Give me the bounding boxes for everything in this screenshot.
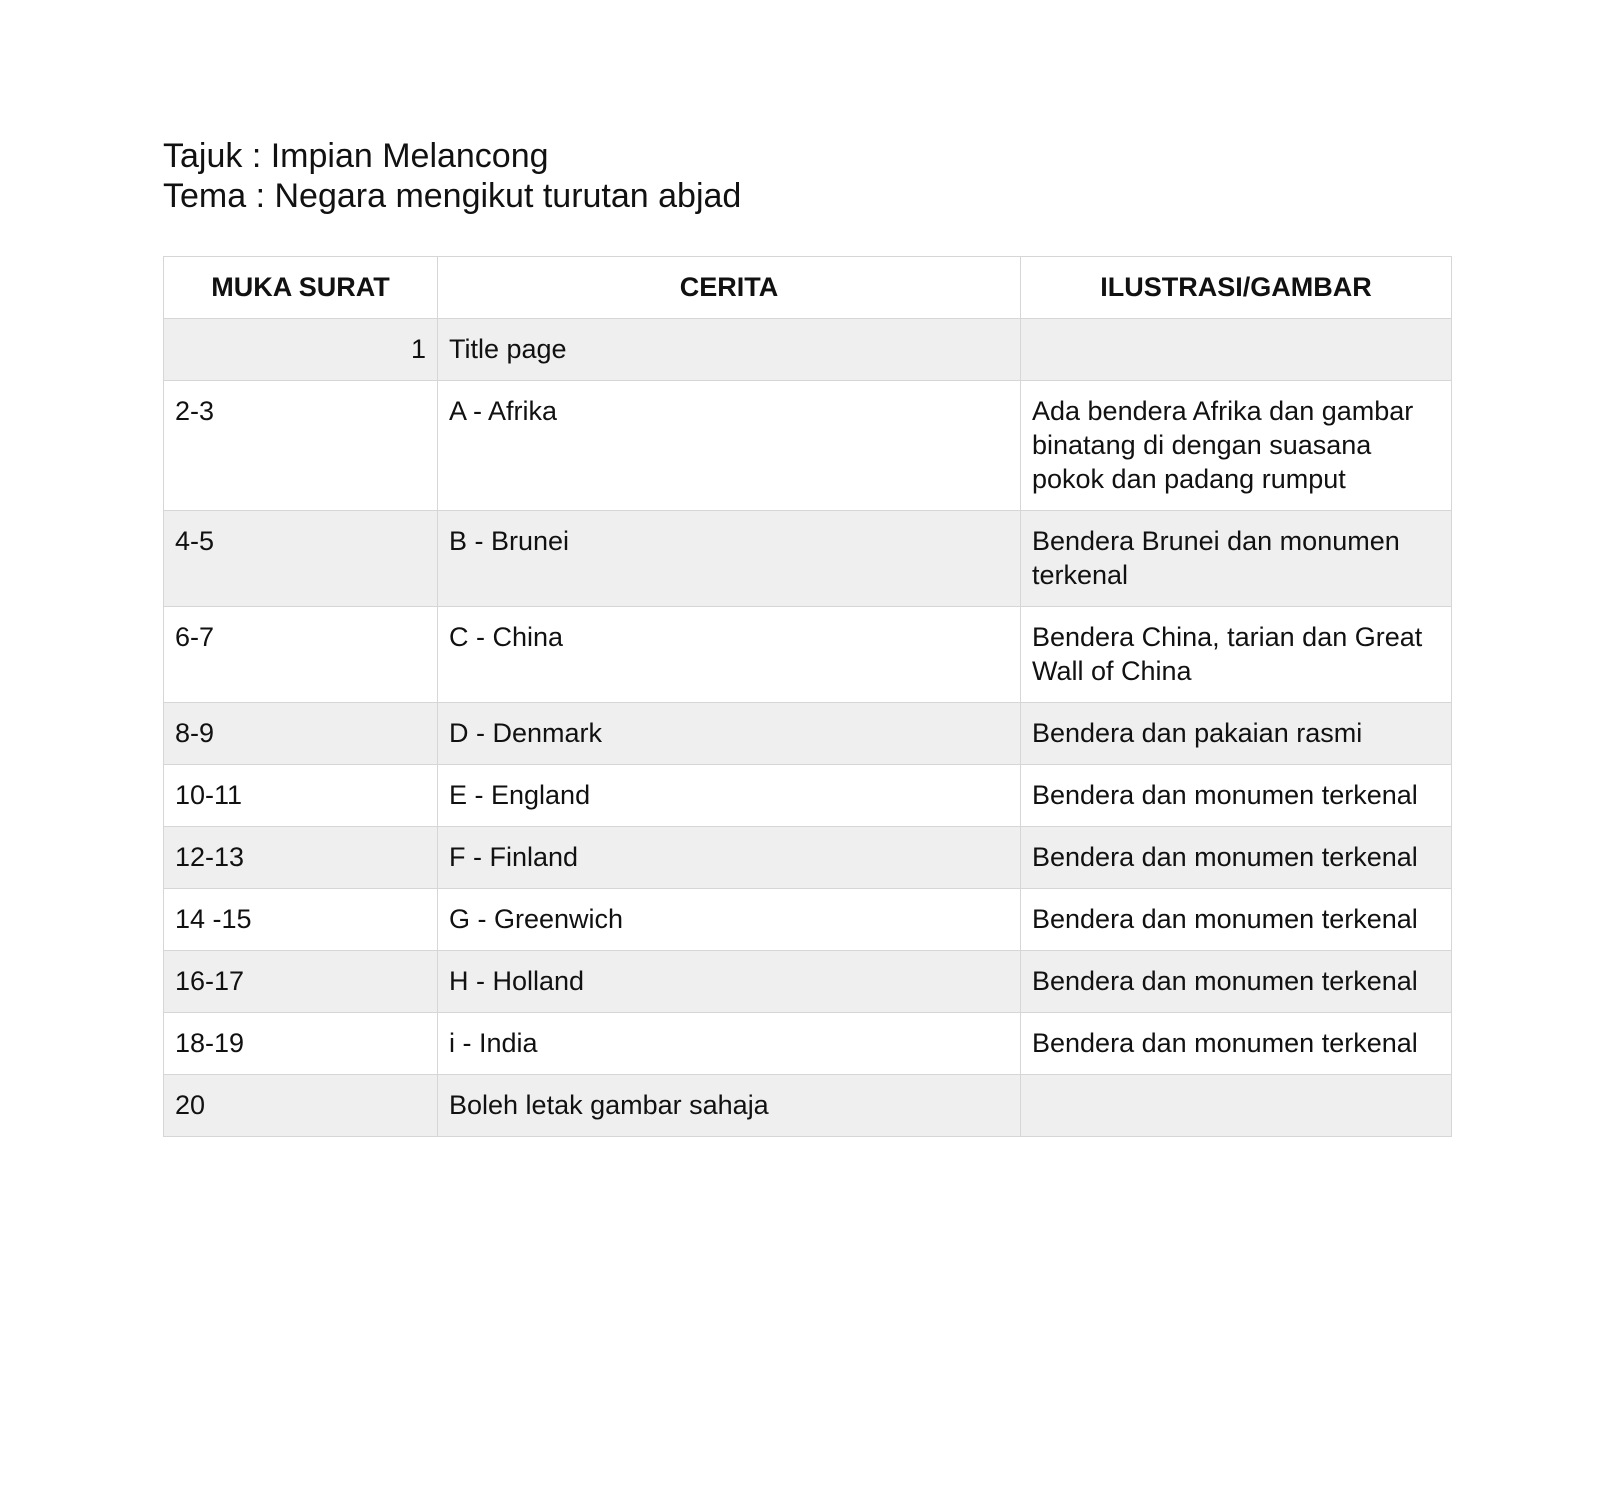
illustration-cell: Bendera dan monumen terkenal (1021, 1013, 1452, 1075)
illustration-cell (1021, 319, 1452, 381)
story-cell: G - Greenwich (438, 889, 1021, 951)
story-cell: Boleh letak gambar sahaja (438, 1075, 1021, 1137)
illustration-cell: Bendera dan monumen terkenal (1021, 765, 1452, 827)
page-cell: 1 (164, 319, 438, 381)
header-page: MUKA SURAT (164, 257, 438, 319)
illustration-cell: Bendera Brunei dan monumen terkenal (1021, 511, 1452, 607)
table-row (164, 765, 1452, 827)
illustration-cell: Ada bendera Afrika dan gambar binatang di dengan suasana pokok dan padang rumput (1021, 381, 1452, 511)
table-row (164, 1013, 1452, 1075)
story-cell: E - England (438, 765, 1021, 827)
page-cell: 18-19 (164, 1013, 438, 1075)
page-cell: 6-7 (164, 607, 438, 703)
page-cell: 10-11 (164, 765, 438, 827)
theme-line: Tema : Negara mengikut turutan abjad (163, 177, 742, 215)
illustration-cell: Bendera dan monumen terkenal (1021, 889, 1452, 951)
table-row (164, 1075, 1452, 1137)
story-cell: D - Denmark (438, 703, 1021, 765)
storyboard-table (163, 256, 1452, 1137)
story-cell: C - China (438, 607, 1021, 703)
header-illustration: ILUSTRASI/GAMBAR (1021, 257, 1452, 319)
table-row (164, 889, 1452, 951)
illustration-cell: Bendera China, tarian dan Great Wall of China (1021, 607, 1452, 703)
table-row (164, 381, 1452, 511)
table-row (164, 827, 1452, 889)
story-cell: H - Holland (438, 951, 1021, 1013)
table-header-row (164, 257, 1452, 319)
page-cell: 8-9 (164, 703, 438, 765)
page-cell: 16-17 (164, 951, 438, 1013)
table-row (164, 319, 1452, 381)
illustration-cell (1021, 1075, 1452, 1137)
document-heading (163, 136, 741, 216)
table-row (164, 951, 1452, 1013)
title-line: Tajuk : Impian Melancong (163, 137, 549, 175)
page-cell: 2-3 (164, 381, 438, 511)
table-row (164, 607, 1452, 703)
page-cell: 20 (164, 1075, 438, 1137)
table-row (164, 703, 1452, 765)
page-cell: 14 -15 (164, 889, 438, 951)
header-story: CERITA (438, 257, 1021, 319)
table-row (164, 511, 1452, 607)
page-cell: 4-5 (164, 511, 438, 607)
story-cell: i - India (438, 1013, 1021, 1075)
story-cell: Title page (438, 319, 1021, 381)
illustration-cell: Bendera dan monumen terkenal (1021, 827, 1452, 889)
story-cell: F - Finland (438, 827, 1021, 889)
page-cell: 12-13 (164, 827, 438, 889)
illustration-cell: Bendera dan pakaian rasmi (1021, 703, 1452, 765)
story-cell: B - Brunei (438, 511, 1021, 607)
illustration-cell: Bendera dan monumen terkenal (1021, 951, 1452, 1013)
story-cell: A - Afrika (438, 381, 1021, 511)
